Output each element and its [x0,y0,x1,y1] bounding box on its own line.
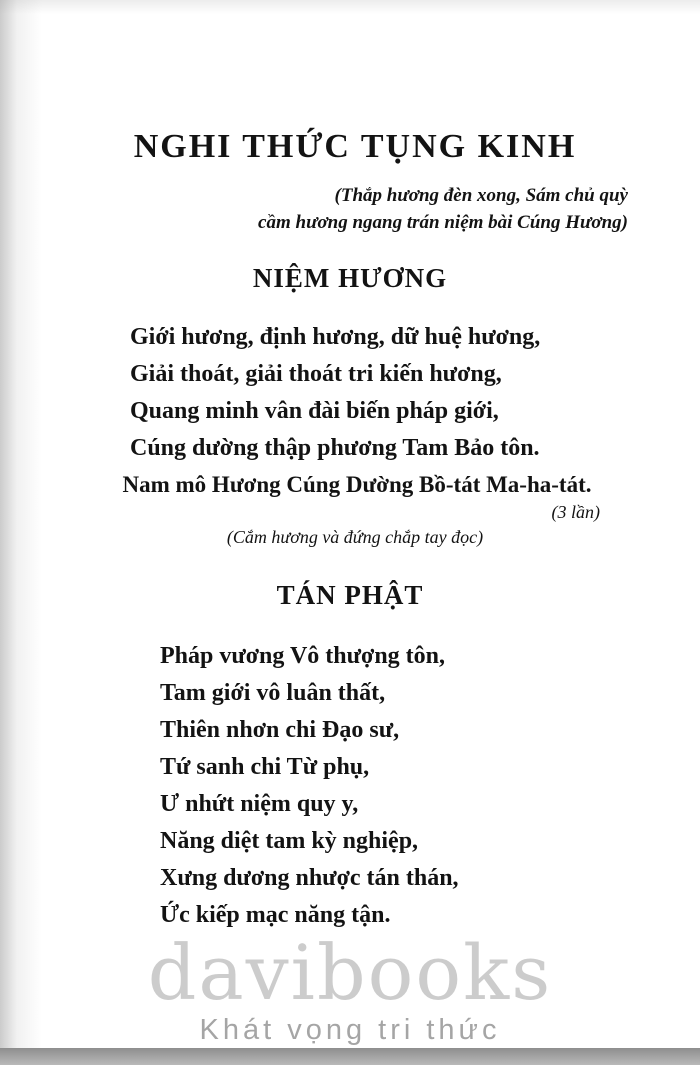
verse-line: Pháp vương Vô thượng tôn, [160,643,446,669]
verse-line: Xưng dương nhược tán thán, [160,865,459,891]
verse-line: Tứ sanh chi Từ phụ, [160,754,370,780]
scan-bottom-edge [0,1048,700,1065]
verse-line: Cúng dường thập phương Tam Bảo tôn. [130,435,540,461]
verse-line: Năng diệt tam kỳ nghiệp, [160,828,419,854]
instruction-line: (Thắp hương đèn xong, Sám chủ quỳ [334,185,628,206]
section-heading-niem-huong: NIỆM HƯƠNG [252,263,448,293]
instruction-line: cầm hương ngang trán niệm bài Cúng Hương) [258,212,628,233]
stage-direction: (Cắm hương và đứng chắp tay đọc) [226,527,484,547]
verse-line: Ức kiếp mạc năng tận. [160,902,391,928]
verse-line: Giải thoát, giải thoát tri kiến hương, [130,361,502,387]
verse-line: Giới hương, định hương, dữ huệ hương, [130,324,541,350]
verse-niem-huong [130,319,700,467]
verse-line: Ư nhứt niệm quy y, [160,791,359,817]
page-title: NGHI THỨC TỤNG KINH [133,128,577,165]
watermark-tagline: Khát vọng tri thức [199,1014,501,1046]
repeat-note: (3 lần) [551,502,600,522]
section-heading-tan-phat: TÁN PHẬT [276,580,424,610]
verse-tan-phat [160,638,700,934]
refrain-line: Nam mô Hương Cúng Dường Bồ-tát Ma-ha-tát. [122,472,592,497]
verse-line: Quang minh vân đài biến pháp giới, [130,398,499,424]
opening-instructions [0,182,700,236]
watermark-brand: davibooks [147,928,553,1017]
verse-line: Thiên nhơn chi Đạo sư, [160,717,400,743]
publisher-watermark [0,928,700,1047]
verse-line: Tam giới vô luân thất, [160,680,386,706]
